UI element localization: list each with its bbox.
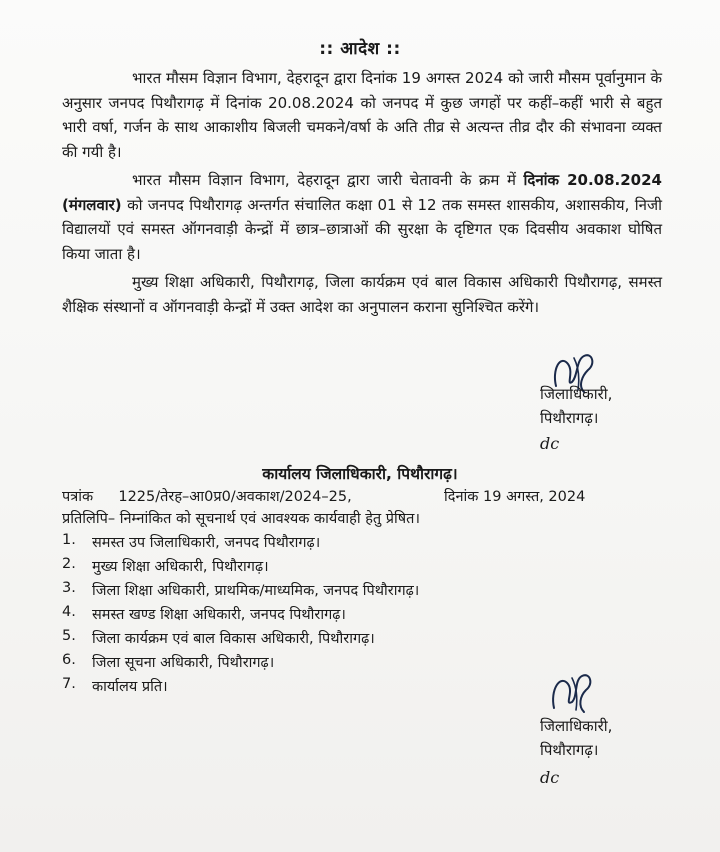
reference-number: 1225/तेरह–आ0प्र0/अवकाश/2024–25, xyxy=(118,489,352,505)
recipient-item: कार्यालय प्रति। xyxy=(92,679,168,695)
recipient-item: मुख्य शिक्षा अधिकारी, पिथौरागढ़। xyxy=(92,559,269,575)
recipient-item: समस्त उप जिलाधिकारी, जनपद पिथौरागढ़। xyxy=(92,535,321,551)
reference-date: दिनांक 19 अगस्त, 2024 xyxy=(444,489,586,505)
paragraph-1-text: भारत मौसम विज्ञान विभाग, देहरादून द्वारा दिनांक 19 अगस्त 2024 को जारी मौसम पूर्वानुमान के अनुसार जनपद पिथौरागढ़ में दिनांक 20.08.2024 को जनपद में कुछ जगहों पर कहीं–कहीं भारी से बहुत भारी वर्षा, गर्जन के साथ आकाशीय बिजली चमकने/वर्षा के अति तीव्र से अत्यन्त तीव्र दौर की संभावना व्यक्त की गयी है। xyxy=(62,69,662,161)
paragraph-2-suffix: को जनपद पिथौरागढ़ अन्तर्गत संचालित कक्षा 01 से 12 तक समस्त शासकीय, अशासकीय, निजी विद्यालयों एवं समस्त ऑगनवाड़ी केन्द्रों में छात्र–छात्राओं की सुरक्षा के दृष्टिगत एक दिवसीय अवकाश घोषित किया जाता है। xyxy=(62,195,662,263)
recipient-number: 5. xyxy=(62,628,76,644)
paragraph-3-text: मुख्य शिक्षा अधिकारी, पिथौरागढ़, जिला कार्यक्रम एवं बाल विकास अधिकारी पिथौरागढ़, समस्त शैक्षिक संस्थानों व ऑगनवाड़ी केन्द्रों में उक्त आदेश का अनुपालन कराना सुनिश्चित करेंगे। xyxy=(62,273,662,316)
order-paragraph-1 xyxy=(62,66,662,164)
signature-1-initials: dc xyxy=(540,434,560,453)
copy-to-line: प्रतिलिपि– निम्नांकित को सूचनार्थ एवं आवश्यक कार्यवाही हेतु प्रेषित। xyxy=(62,511,420,527)
recipient-number: 1. xyxy=(62,532,76,548)
signature-2-block xyxy=(540,714,612,790)
signature-2-place: पिथौरागढ़। xyxy=(540,741,599,759)
signature-1-designation: जिलाधिकारी, xyxy=(540,385,613,403)
order-title: :: आदेश :: xyxy=(319,39,401,59)
recipient-number: 7. xyxy=(62,676,76,692)
signature-2-initials: dc xyxy=(540,768,560,787)
paragraph-2-prefix: भारत मौसम विज्ञान विभाग, देहरादून द्वारा जारी चेतावनी के क्रम में xyxy=(132,171,516,189)
recipient-item: समस्त खण्ड शिक्षा अधिकारी, जनपद पिथौरागढ़। xyxy=(92,607,346,623)
holiday-date: दिनांक 20.08.2024 (मंगलवार) xyxy=(62,171,662,214)
recipient-number: 6. xyxy=(62,652,76,668)
signature-2-designation: जिलाधिकारी, xyxy=(540,717,613,735)
recipient-item: जिला शिक्षा अधिकारी, प्राथमिक/माध्यमिक, जनपद पिथौरागढ़। xyxy=(92,583,420,599)
recipient-number: 2. xyxy=(62,556,76,572)
recipient-number: 4. xyxy=(62,604,76,620)
order-paragraph-2 xyxy=(62,168,662,266)
signature-1-place: पिथौरागढ़। xyxy=(540,409,599,427)
office-heading: कार्यालय जिलाधिकारी, पिथौरागढ़। xyxy=(262,465,458,483)
recipient-number: 3. xyxy=(62,580,76,596)
recipient-item: जिला सूचना अधिकारी, पिथौरागढ़। xyxy=(92,655,275,671)
signature-1-block xyxy=(540,382,612,456)
signature-2-scribble xyxy=(548,668,604,718)
order-paragraph-3 xyxy=(62,270,662,319)
recipient-item: जिला कार्यक्रम एवं बाल विकास अधिकारी, पिथौरागढ़। xyxy=(92,631,375,647)
reference-label: पत्रांक xyxy=(62,489,94,505)
reference-line xyxy=(62,486,352,506)
